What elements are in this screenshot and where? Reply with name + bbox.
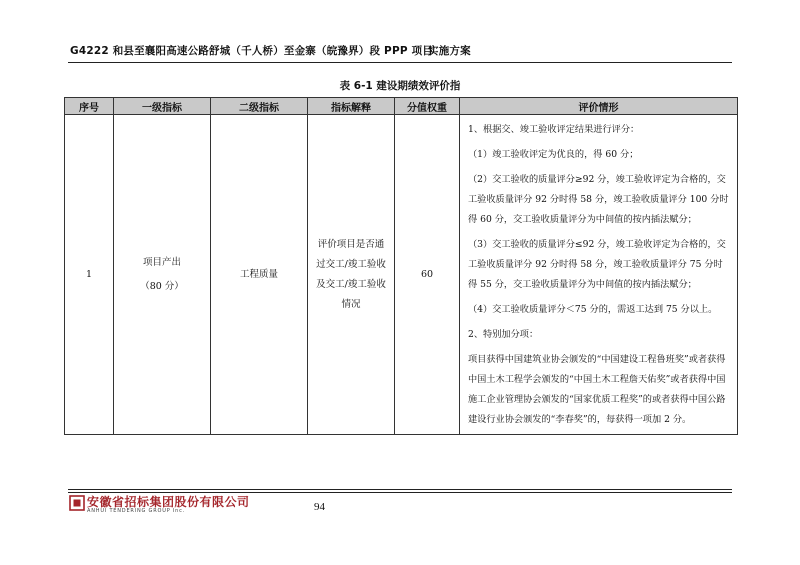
document-title: G4222 和县至襄阳高速公路舒城（千人桥）至金寨（皖豫界）段 PPP 项目: [70, 45, 433, 57]
page-header: [70, 40, 730, 62]
column-header-level1: 一级指标: [114, 98, 211, 115]
logo-text-en: ANHUI TENDERING GROUP Inc.: [87, 508, 186, 514]
logo-mark-icon: [69, 495, 85, 511]
table-header-row: [65, 98, 738, 115]
cell-level1: [114, 115, 211, 435]
cell-explanation: 评价项目是否通过交工/竣工验收及交工/竣工验收情况: [308, 115, 395, 435]
column-header-level2: 二级指标: [211, 98, 308, 115]
level1-name: 项目产出: [142, 256, 181, 268]
table-row: [65, 115, 738, 435]
level1-score: （80 分）: [140, 280, 184, 292]
column-header-index: 序号: [65, 98, 114, 115]
cell-weight: 60: [395, 115, 460, 435]
column-header-criteria: 评价情形: [460, 98, 738, 115]
cell-level2: 工程质量: [211, 115, 308, 435]
criteria-line: 项目获得中国建筑业协会颁发的“中国建设工程鲁班奖”或者获得中国土木工程学会颁发的“中国土木工程詹天佑奖”或者获得中国施工企业管理协会颁发的“国家优质工程奖”的或者获得中国公路建设行业协会颁发的“李春奖”的，每获得一项加 2 分。: [468, 353, 726, 425]
cell-index: 1: [65, 115, 114, 435]
footer-divider: [68, 489, 732, 490]
logo-text-cn: 安徽省招标集团股份有限公司: [87, 495, 250, 509]
criteria-line: （4）交工验收质量评分＜75 分的，需返工达到 75 分以上。: [468, 303, 718, 315]
criteria-line: （2）交工验收的质量评分≥92 分，竣工验收评定为合格的，交工验收质量评分 92 分时得 58 分，竣工验收质量评分 100 分时得 60 分，交工验收质量评分为中间值的按内插法赋分；: [468, 173, 729, 225]
table-caption: 表 6-1 建设期绩效评价指: [339, 80, 461, 92]
criteria-line: （1）竣工验收评定为优良的，得 60 分；: [468, 148, 639, 160]
document-type: 实施方案: [428, 45, 471, 57]
company-logo: [68, 494, 250, 516]
page-number: 94: [314, 501, 325, 513]
column-header-weight: 分值权重: [395, 98, 460, 115]
criteria-line: 1、根据交、竣工验收评定结果进行评分：: [468, 123, 640, 135]
header-divider: [68, 62, 732, 63]
column-header-explanation: 指标解释: [308, 98, 395, 115]
criteria-line: （3）交工验收的质量评分≤92 分，竣工验收评定为合格的，交工验收质量评分 92 分时得 58 分，竣工验收质量评分 75 分时得 55 分，交工验收质量评分为中间值的按内插法赋分；: [468, 238, 726, 290]
evaluation-table: [64, 97, 738, 435]
cell-criteria: [460, 115, 738, 435]
criteria-line: 2、特别加分项：: [468, 328, 539, 340]
